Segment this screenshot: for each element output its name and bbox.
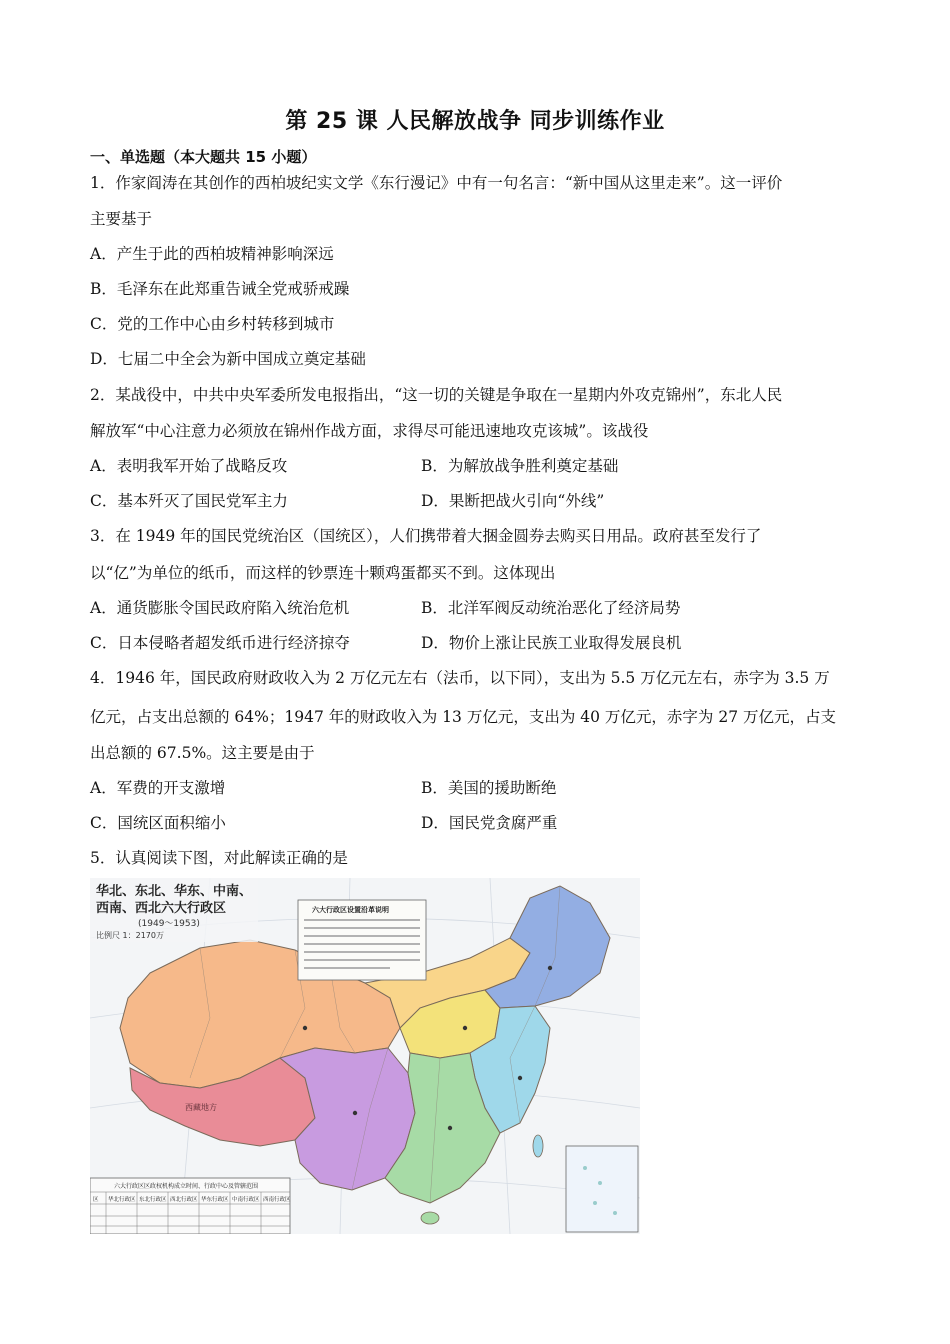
q4-stem-line1: 4．1946 年，国民政府财政收入为 2 万亿元左右（法币，以下同），支出为 5.5 万亿元左右，赤字为 3.5 万 <box>90 669 830 687</box>
page-title: 第 25 课 人民解放战争 同步训练作业 <box>285 109 665 134</box>
table-header: 西北行政区 <box>170 1197 198 1203</box>
map-label-tibet: 西藏地方 <box>185 1103 217 1112</box>
south-sea-inset <box>566 1146 638 1232</box>
q1-option-c[interactable]: C．党的工作中心由乡村转移到城市 <box>90 315 335 333</box>
map-title-line1: 华北、东北、华东、中南、 <box>96 884 253 899</box>
city-dot <box>353 1111 357 1115</box>
q2-option-d[interactable]: D．果断把战火引向“外线” <box>421 492 605 510</box>
q1-option-d[interactable]: D．七届二中全会为新中国成立奠定基础 <box>90 350 366 368</box>
map-notes-title: 六大行政区设置沿革说明 <box>312 906 389 914</box>
map-scale: 比例尺 1：2170万 <box>96 931 164 940</box>
q4-option-c[interactable]: C．国统区面积缩小 <box>90 814 226 832</box>
city-dot <box>303 1026 307 1030</box>
q4-option-d[interactable]: D．国民党贪腐严重 <box>421 814 558 832</box>
q1-option-a[interactable]: A．产生于此的西柏坡精神影响深远 <box>90 245 334 263</box>
island-hainan <box>421 1212 439 1224</box>
q3-option-b[interactable]: B．北洋军阀反动统治恶化了经济局势 <box>421 599 681 617</box>
map-years: (1949～1953) <box>138 919 200 929</box>
map-title-line2: 西南、西北六大行政区 <box>96 901 227 916</box>
q3-stem-line2: 以“亿”为单位的纸币，而这样的钞票连十颗鸡蛋都买不到。这体现出 <box>90 564 556 582</box>
q2-stem-line2: 解放军“中心注意力必须放在锦州作战方面，求得尽可能迅速地攻克该城”。该战役 <box>90 422 649 440</box>
q3-option-d[interactable]: D．物价上涨让民族工业取得发展良机 <box>421 634 682 652</box>
q4-option-b[interactable]: B．美国的援助断绝 <box>421 779 557 797</box>
q3-option-a[interactable]: A．通货膨胀令国民政府陷入统治危机 <box>90 599 350 617</box>
city-dot <box>518 1076 522 1080</box>
q4-stem-line2: 亿元，占支出总额的 64%；1947 年的财政收入为 13 万亿元，支出为 40 万亿元，赤字为 27 万亿元，占支 <box>90 708 836 726</box>
q2-stem-line1: 2．某战役中，中共中央军委所发电报指出，“这一切的关键是争取在一星期内外攻克锦州”，东北人民 <box>90 386 783 404</box>
city-dot <box>448 1126 452 1130</box>
q4-stem-line3: 出总额的 67.5%。这主要是由于 <box>90 744 315 762</box>
city-dot <box>548 966 552 970</box>
map-table-title: 六大行政区区政权机构成立时间、行政中心及管辖范围 <box>114 1183 259 1190</box>
q4-option-a[interactable]: A．军费的开支激增 <box>90 779 226 797</box>
island-taiwan <box>533 1135 543 1157</box>
q1-stem-line1: 1．作家阎涛在其创作的西柏坡纪实文学《东行漫记》中有一句名言：“新中国从这里走来”。这一评价 <box>90 174 783 192</box>
q2-option-a[interactable]: A．表明我军开始了战略反攻 <box>90 457 288 475</box>
q1-stem-line2: 主要基于 <box>90 210 153 228</box>
q2-option-c[interactable]: C．基本歼灭了国民党军主力 <box>90 492 288 510</box>
table-header: 华东行政区 <box>201 1197 229 1203</box>
q2-option-b[interactable]: B．为解放战争胜利奠定基础 <box>421 457 619 475</box>
map-svg <box>90 878 640 1234</box>
q3-stem-line1: 3．在 1949 年的国民党统治区（国统区），人们携带着大捆金圆券去购买日用品。政府甚至发行了 <box>90 527 762 545</box>
table-header: 区 <box>93 1197 99 1203</box>
section-heading: 一、单选题（本大题共 15 小题） <box>90 148 317 166</box>
q1-option-b[interactable]: B．毛泽东在此郑重告诫全党戒骄戒躁 <box>90 280 350 298</box>
map-figure <box>90 878 640 1234</box>
table-header: 华北行政区 <box>108 1197 136 1203</box>
city-dot <box>463 1026 467 1030</box>
table-header: 东北行政区 <box>139 1197 167 1203</box>
q3-option-c[interactable]: C．日本侵略者超发纸币进行经济掠夺 <box>90 634 350 652</box>
table-header: 中南行政区 <box>232 1197 260 1203</box>
q5-stem-line1: 5．认真阅读下图，对此解读正确的是 <box>90 849 348 867</box>
table-header: 西南行政区 <box>263 1197 291 1203</box>
